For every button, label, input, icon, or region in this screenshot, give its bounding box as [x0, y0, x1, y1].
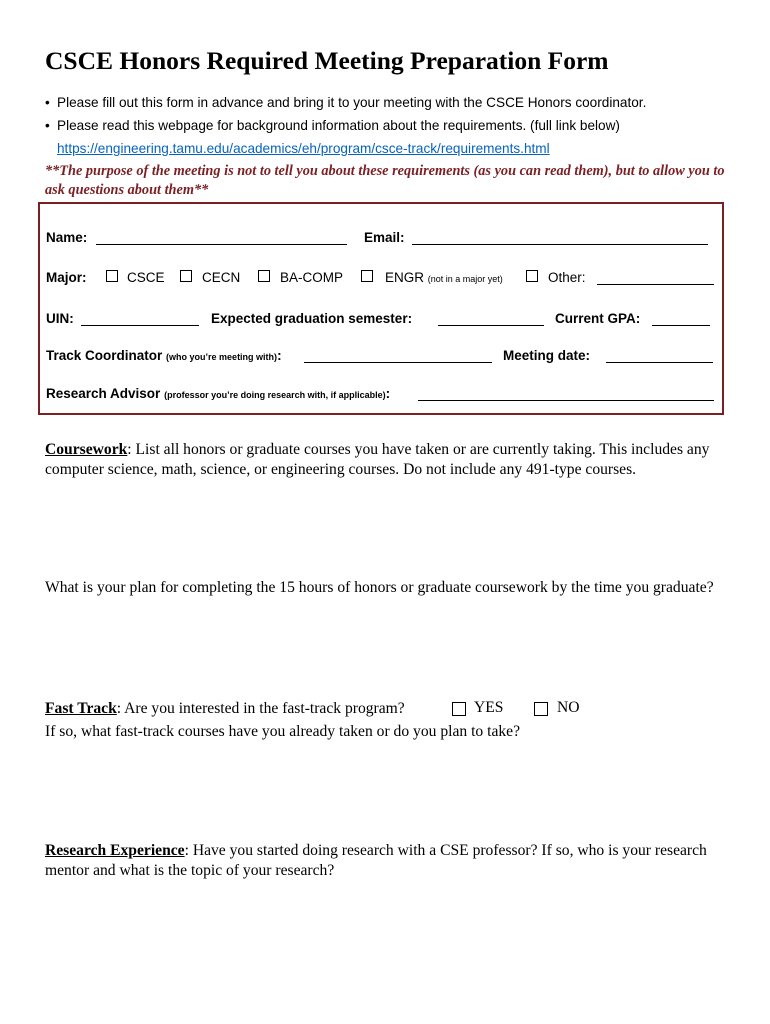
instruction-text-2: Please read this webpage for background information about the requirements. (full link below) [57, 118, 620, 133]
form-title: CSCE Honors Required Meeting Preparation Form [45, 46, 609, 75]
bullet-icon: • [45, 118, 50, 133]
requirements-link[interactable]: https://engineering.tamu.edu/academics/eh/program/csce-track/requirements.html [57, 141, 550, 156]
research-advisor-field[interactable] [418, 400, 714, 401]
major-csce-label: CSCE [127, 270, 165, 285]
engr-text: ENGR [385, 270, 425, 285]
track-note: (who you’re meeting with) [166, 352, 278, 362]
engr-note: (not in a major yet) [427, 274, 503, 284]
uin-field[interactable] [81, 325, 199, 326]
email-field[interactable] [412, 244, 708, 245]
fast-track-no-label: NO [557, 699, 580, 716]
fast-track-yes-checkbox[interactable] [452, 702, 466, 716]
fast-track-yes-label: YES [474, 699, 504, 716]
major-engr-checkbox[interactable] [361, 270, 373, 282]
bullet-icon: • [45, 95, 50, 110]
fast-track-heading: Fast Track [45, 700, 117, 717]
graduation-label: Expected graduation semester: [211, 311, 413, 326]
graduation-field[interactable] [438, 325, 544, 326]
fast-track-section [45, 699, 735, 719]
purpose-note: **The purpose of the meeting is not to tell you about these requirements (as you can read them), but to allow you to ask questions about them** [45, 163, 725, 198]
meeting-date-label: Meeting date: [503, 348, 591, 363]
track-coordinator-field[interactable] [304, 362, 492, 363]
major-bacomp-label: BA-COMP [280, 270, 344, 285]
student-info-box [38, 202, 724, 415]
coursework-heading: Coursework [45, 441, 128, 458]
major-other-field[interactable] [597, 284, 714, 285]
track-coordinator-label [46, 348, 282, 363]
advisor-note: (professor you’re doing research with, if applicable) [164, 390, 386, 400]
coursework-text: : List all honors or graduate courses you have taken or are currently taking. This includes any computer science, math, science, or engineering courses. Do not include any 491-type courses. [45, 441, 710, 478]
research-heading: Research Experience [45, 842, 185, 859]
instruction-bullet-1 [45, 95, 646, 110]
fast-track-followup: If so, what fast-track courses have you already taken or do you plan to take? [45, 723, 521, 740]
uin-label: UIN: [46, 311, 74, 326]
name-field[interactable] [96, 244, 347, 245]
research-advisor-label [46, 386, 390, 401]
instruction-bullet-2 [45, 118, 620, 133]
advisor-label-text: Research Advisor [46, 386, 161, 401]
gpa-field[interactable] [652, 325, 710, 326]
plan-question: What is your plan for completing the 15 hours of honors or graduate coursework by the time you graduate? [45, 579, 714, 596]
research-section [45, 841, 735, 881]
research-text: : Have you started doing research with a CSE professor? If so, who is your research mentor and what is the topic of your research? [45, 842, 707, 879]
track-label-text: Track Coordinator [46, 348, 163, 363]
major-cecn-label: CECN [202, 270, 241, 285]
gpa-label: Current GPA: [555, 311, 641, 326]
coursework-section [45, 440, 735, 480]
fast-track-question: : Are you interested in the fast-track program? [116, 700, 405, 717]
track-colon: : [277, 348, 282, 363]
major-other-checkbox[interactable] [526, 270, 538, 282]
major-bacomp-checkbox[interactable] [258, 270, 270, 282]
email-label: Email: [364, 230, 405, 245]
major-label: Major: [46, 270, 87, 285]
name-label: Name: [46, 230, 88, 245]
major-csce-checkbox[interactable] [106, 270, 118, 282]
major-cecn-checkbox[interactable] [180, 270, 192, 282]
advisor-colon: : [385, 386, 391, 401]
meeting-date-field[interactable] [606, 362, 713, 363]
instruction-text-1: Please fill out this form in advance and bring it to your meeting with the CSCE Honors coordinator. [57, 95, 647, 110]
major-engr-label [385, 270, 503, 285]
major-other-label: Other: [548, 270, 586, 285]
fast-track-no-checkbox[interactable] [534, 702, 548, 716]
